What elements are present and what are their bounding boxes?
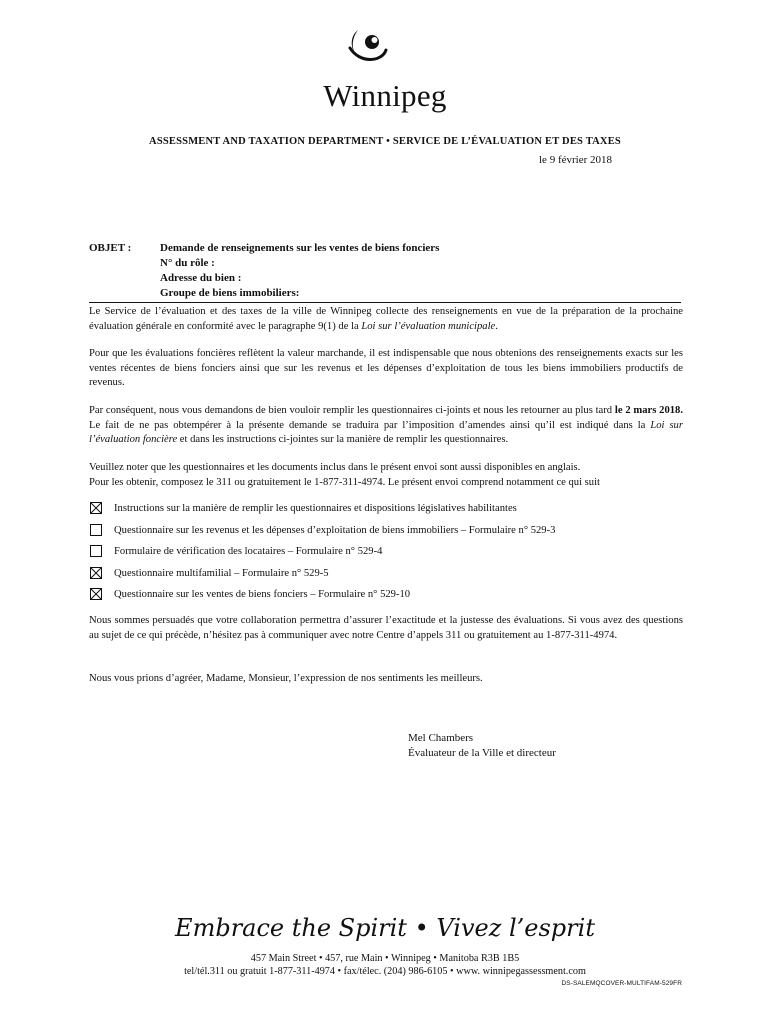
- footer-contact: tel/tél.311 ou gratuit 1-877-311-4974 • fax/télec. (204) 986-6105 • www. winnipegassessment.com: [184, 966, 586, 977]
- property-address-label: Adresse du bien :: [160, 272, 242, 284]
- roll-number-label: N° du rôle :: [160, 257, 215, 269]
- checkbox-checked-icon: [90, 502, 102, 514]
- deadline-date: le 2 mars 2018.: [614, 405, 683, 416]
- law-reference: Loi sur l’évaluation municipale: [361, 320, 496, 332]
- checklist-label: Instructions sur la manière de remplir les questionnaires et dispositions législatives habilitantes: [114, 502, 517, 514]
- paragraph-availability: Veuillez noter que les questionnaires et les documents inclus dans le présent envoi sont aussi disponibles en anglais. Pour les obtenir, composez le 311 ou gratuitement le 1-877-311-4974. Le présent envoi comprend notamment ce qui suit: [89, 462, 600, 488]
- paragraph-intro: Le Service de l’évaluation et des taxes de la ville de Winnipeg collecte des renseignements en vue de la préparation de la prochaine évaluation générale en conformité avec le paragraphe 9(1) de la Loi sur l’évaluation municipale.: [89, 306, 683, 332]
- department-heading: ASSESSMENT AND TAXATION DEPARTMENT • SERVICE DE L’ÉVALUATION ET DES TAXES: [149, 136, 621, 147]
- checklist-item: [90, 543, 382, 559]
- checkbox-empty-icon: [90, 524, 102, 536]
- signatory-name: Mel Chambers: [408, 732, 474, 744]
- slogan-artwork: [175, 908, 595, 948]
- letter-date: le 9 février 2018: [539, 154, 612, 166]
- checklist-item: [90, 565, 329, 581]
- subject-title: Demande de renseignements sur les ventes de biens fonciers: [160, 242, 440, 254]
- checkbox-checked-icon: [90, 567, 102, 579]
- checklist-item: [90, 522, 555, 538]
- paragraph-market-value: Pour que les évaluations foncières reflètent la valeur marchande, il est indispensable que nous obtenions des renseignements exacts sur les ventes récentes de biens fonciers ainsi que sur les revenus et les dépenses d’exploitation de tous les biens immobiliers productifs de revenus.: [89, 348, 683, 388]
- subject-divider: [89, 302, 681, 303]
- paragraph-closing: Nous vous prions d’agréer, Madame, Monsieur, l’expression de nos sentiments les meilleurs.: [89, 673, 483, 684]
- property-group-label: Groupe de biens immobiliers:: [160, 287, 300, 299]
- checkbox-empty-icon: [90, 545, 102, 557]
- law-reference: Loi sur l’évaluation foncière: [89, 419, 683, 445]
- checklist-label: Formulaire de vérification des locataires – Formulaire n° 529-4: [114, 545, 383, 557]
- subject-label: OBJET :: [89, 242, 132, 254]
- checklist-item: [90, 500, 517, 516]
- checklist-item: [90, 586, 410, 602]
- document-code: DS-SALEMQCOVER-MULTIFAM-529FR: [561, 980, 682, 987]
- checklist-label: Questionnaire sur les ventes de biens fonciers – Formulaire n° 529-10: [114, 588, 411, 600]
- winnipeg-logo-icon: [340, 28, 430, 78]
- brand-wordmark: Winnipeg: [323, 78, 447, 113]
- signatory-title: Évaluateur de la Ville et directeur: [408, 747, 556, 759]
- paragraph-request: Par conséquent, nous vous demandons de bien vouloir remplir les questionnaires ci-joints et nous les retourner au plus tard le 2 mars 2018. Le fait de ne pas obtempérer à la présente demande se traduira par l’imposition d’amendes ainsi qu’il est indiqué dans la Loi sur l’évaluation foncière et dans les instructions ci-jointes sur la manière de remplir les questionnaires.: [89, 405, 683, 445]
- paragraph-collaboration: Nous sommes persuadés que votre collaboration permettra d’assurer l’exactitude et la justesse des évaluations. Si vous avez des questions au sujet de ce qui précède, n’hésitez pas à communiquer avec notre Centre d’appels 311 ou gratuitement au 1-877-311-4974.: [89, 615, 683, 641]
- slogan-text: Embrace the Spirit • Vivez l’esprit: [175, 914, 595, 942]
- footer-address: 457 Main Street • 457, rue Main • Winnipeg • Manitoba R3B 1B5: [250, 953, 520, 964]
- checklist-label: Questionnaire sur les revenus et les dépenses d’exploitation de biens immobiliers – Formulaire n° 529-3: [114, 524, 556, 536]
- checkbox-checked-icon: [90, 588, 102, 600]
- checklist-label: Questionnaire multifamilial – Formulaire n° 529-5: [114, 567, 329, 579]
